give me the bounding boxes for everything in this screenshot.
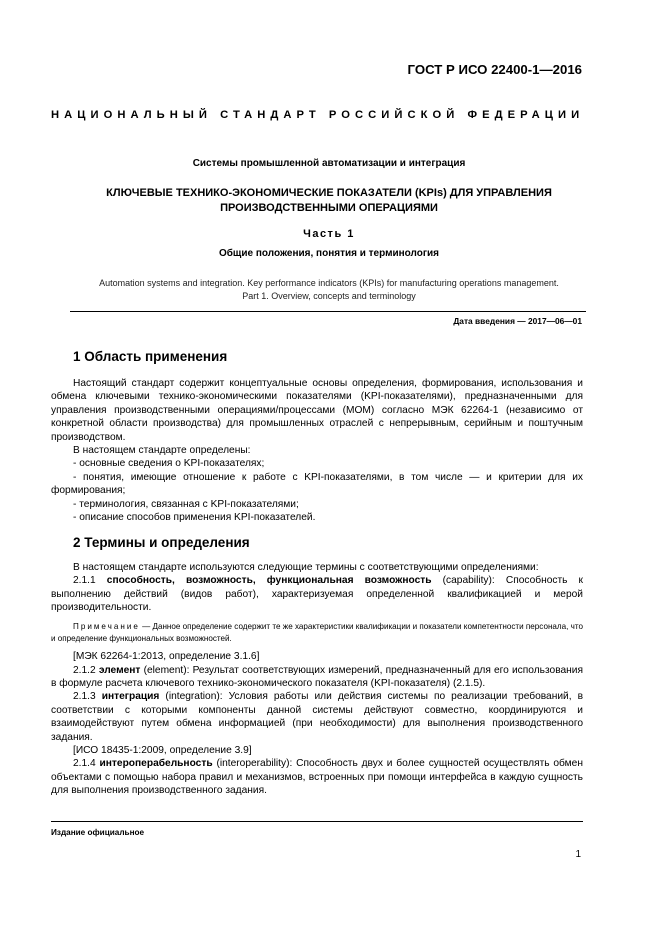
term-2-1-3 xyxy=(51,690,583,744)
term-2-1-2 xyxy=(51,664,583,691)
list-item: - описание способов применения KPI-показателей. xyxy=(73,512,316,524)
term-name: интероперабельность xyxy=(99,758,213,770)
series-title: Системы промышленной автоматизации и интеграция xyxy=(192,158,466,169)
term-2-1-1 xyxy=(51,574,583,614)
section-2-intro: В настоящем стандарте используются следующие термины с соответствующими определениями: xyxy=(73,562,539,573)
title-rule xyxy=(70,311,586,312)
note-label: Примечание xyxy=(73,621,140,631)
term-definition: (integration): Условия работы или действия системы по реализации требований, в соответствии с которыми компоненты данной системы действуют совместно, координируются и взаимодействуют путем обмена информацией (при необходимости) для выполнения производственного задания. xyxy=(51,691,583,743)
edition-label: Издание официальное xyxy=(51,828,145,837)
english-title-line-2: Part 1. Overview, concepts and terminology xyxy=(242,291,416,301)
note-text: — Данное определение содержит те же характеристики квалификации и показатели компетентности персонала, что и определение функциональных возможностей. xyxy=(51,621,583,643)
footer-rule xyxy=(51,821,583,822)
english-title xyxy=(51,277,607,303)
section-1-heading: 1 Область применения xyxy=(73,349,228,364)
term-2-1-4 xyxy=(51,757,583,797)
standard-code: ГОСТ Р ИСО 22400-1—2016 xyxy=(407,62,582,77)
note xyxy=(51,621,583,646)
term-definition: (element): Результат соответствующих измерений, предназначенный для его использования в формуле расчета ключевого технико-экономического показателя (KPI-показателя) (2.1.5). xyxy=(51,664,583,690)
term-number: 2.1.2 xyxy=(73,664,96,676)
main-title: КЛЮЧЕВЫЕ ТЕХНИКО-ЭКОНОМИЧЕСКИЕ ПОКАЗАТЕЛИ (KPIs) ДЛЯ УПРАВЛЕНИЯ ПРОИЗВОДСТВЕННЫМИ ОПЕРАЦИЯМИ xyxy=(106,187,552,214)
reference: [ИСО 18435-1:2009, определение 3.9] xyxy=(73,745,252,757)
list-item: - понятия, имеющие отношение к работе с KPI-показателями, в том числе — и критерии для их формирования; xyxy=(51,471,583,497)
effective-date: Дата введения — 2017—06—01 xyxy=(453,316,582,326)
reference: [МЭК 62264-1:2013, определение 3.1.6] xyxy=(73,651,260,663)
term-number: 2.1.1 xyxy=(73,575,96,587)
english-title-line-1: Automation systems and integration. Key performance indicators (KPIs) for manufacturing operations management. xyxy=(99,278,559,288)
list-item: - терминология, связанная с KPI-показателями; xyxy=(73,498,299,510)
list-item: - основные сведения о KPI-показателях; xyxy=(73,458,265,470)
term-name: способность, возможность, функциональная возможность xyxy=(106,575,432,587)
term-name: элемент xyxy=(98,664,141,676)
term-name: интеграция xyxy=(101,691,160,703)
section-2-heading: 2 Термины и определения xyxy=(73,535,250,550)
section-2-body xyxy=(51,561,583,798)
term-number: 2.1.4 xyxy=(73,758,96,770)
term-definition: (capability): Способность к выполнению действий (видов работ), характеризуемая определенной квалификацией и мерой производительности. xyxy=(51,575,583,614)
section-1-body xyxy=(51,377,583,524)
term-number: 2.1.3 xyxy=(73,691,96,703)
page-number: 1 xyxy=(575,849,581,860)
part-label: Часть 1 xyxy=(303,228,355,240)
national-standard-banner: НАЦИОНАЛЬНЫЙ СТАНДАРТ РОССИЙСКОЙ ФЕДЕРАЦИИ xyxy=(51,109,585,121)
section-1-list-intro: В настоящем стандарте определены: xyxy=(73,445,251,457)
subtitle: Общие положения, понятия и терминология xyxy=(218,248,440,259)
section-1-paragraph: Настоящий стандарт содержит концептуальные основы определения, формирования, использования и обмена ключевыми технико-экономическими показателями (KPI-показателями), предназначенными для управления производственными операциями/процессами (MOM) согласно МЭК 62264-1 (независимо от конкретной области производства) для промышленных отраслей с непрерывным, серийным и поштучным производством. xyxy=(51,378,583,443)
term-definition: (interoperability): Способность двух и более сущностей осуществлять обмен объектами с помощью набора правил и механизмов, встроенных при помощи интерфейса в каждую сущность для выполнения производственного задания. xyxy=(51,758,583,797)
